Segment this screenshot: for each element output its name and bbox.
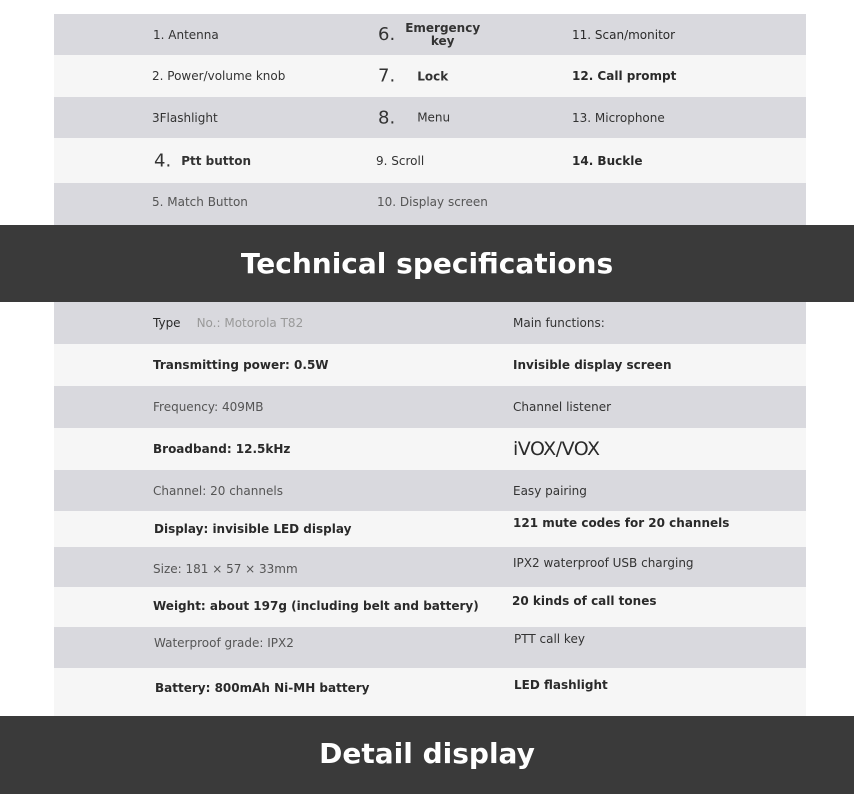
spec-type	[153, 316, 303, 330]
specs-table	[54, 302, 806, 717]
function-ipx2-usb-charging: IPX2 waterproof USB charging	[513, 556, 694, 570]
function-easy-pairing: Easy pairing	[513, 484, 587, 498]
part-number: 4.	[154, 150, 172, 171]
spec-battery: Battery: 800mAh Ni-MH battery	[155, 681, 370, 695]
spec-row	[54, 511, 806, 547]
part-buckle: 14. Buckle	[572, 153, 643, 168]
spec-transmitting-power: Transmitting power: 0.5W	[153, 358, 329, 372]
part-flashlight: 3Flashlight	[152, 110, 218, 125]
spec-frequency: Frequency: 409MB	[153, 400, 264, 414]
emergency-line-1: Emergency	[405, 20, 481, 35]
part-call-prompt: 12. Call prompt	[572, 69, 677, 83]
part-antenna: 1. Antenna	[153, 27, 219, 42]
function-channel-listener: Channel listener	[513, 400, 612, 414]
parts-row-4	[54, 138, 806, 183]
emergency-key-label	[405, 22, 480, 48]
emergency-line-2: key	[430, 33, 455, 48]
part-power-volume-knob: 2. Power/volume knob	[152, 69, 286, 83]
function-ivox-vox: iVOX/VOX	[513, 438, 600, 460]
part-number: 8.	[378, 107, 396, 128]
parts-row-2	[54, 55, 806, 97]
spec-broadband: Broadband: 12.5kHz	[153, 442, 291, 456]
spec-size: Size: 181 × 57 × 33mm	[153, 562, 298, 576]
spec-row	[54, 627, 806, 668]
function-invisible-display: Invisible display screen	[513, 358, 672, 372]
lock-label: Lock	[417, 69, 449, 83]
part-menu	[378, 107, 450, 128]
part-display-screen: 10. Display screen	[377, 195, 488, 209]
function-led-flashlight: LED flashlight	[514, 678, 608, 692]
part-microphone: 13. Microphone	[572, 110, 665, 125]
banner-title: Technical specifications	[240, 247, 614, 280]
spec-display: Display: invisible LED display	[154, 522, 352, 536]
part-number: 7.	[378, 65, 396, 87]
parts-row-3	[54, 97, 806, 138]
spec-row	[54, 470, 806, 511]
main-functions-label: Main functions:	[513, 316, 605, 330]
ptt-label: Ptt button	[181, 153, 252, 168]
spec-row	[54, 587, 806, 627]
function-call-tones: 20 kinds of call tones	[512, 594, 657, 608]
part-ptt-button	[154, 150, 251, 171]
spec-row	[54, 547, 806, 587]
spec-row	[54, 344, 806, 386]
part-lock	[378, 66, 448, 87]
spec-channel: Channel: 20 channels	[153, 484, 283, 498]
part-number: 6.	[378, 24, 396, 45]
spec-row	[54, 428, 806, 470]
spec-row	[54, 386, 806, 428]
parts-row-5	[54, 183, 806, 225]
banner-title: Detail display	[319, 737, 535, 770]
function-ptt-call-key: PTT call key	[514, 632, 585, 646]
menu-label: Menu	[417, 110, 451, 125]
function-mute-codes: 121 mute codes for 20 channels	[513, 516, 730, 530]
part-scroll: 9. Scroll	[376, 153, 425, 168]
spec-waterproof-grade: Waterproof grade: IPX2	[154, 636, 294, 650]
part-match-button: 5. Match Button	[152, 195, 248, 209]
section-banner-technical-specifications	[0, 225, 854, 302]
section-banner-detail-display	[0, 716, 854, 794]
parts-row-1	[54, 14, 806, 55]
part-emergency-key	[378, 22, 480, 48]
type-label: Type	[153, 316, 181, 330]
spec-row	[54, 668, 806, 717]
spec-weight: Weight: about 197g (including belt and battery)	[153, 599, 479, 613]
type-model: No.: Motorola T82	[196, 316, 304, 330]
part-scan-monitor: 11. Scan/monitor	[572, 27, 676, 42]
parts-list-table	[54, 14, 806, 225]
specs-header-row	[54, 302, 806, 344]
